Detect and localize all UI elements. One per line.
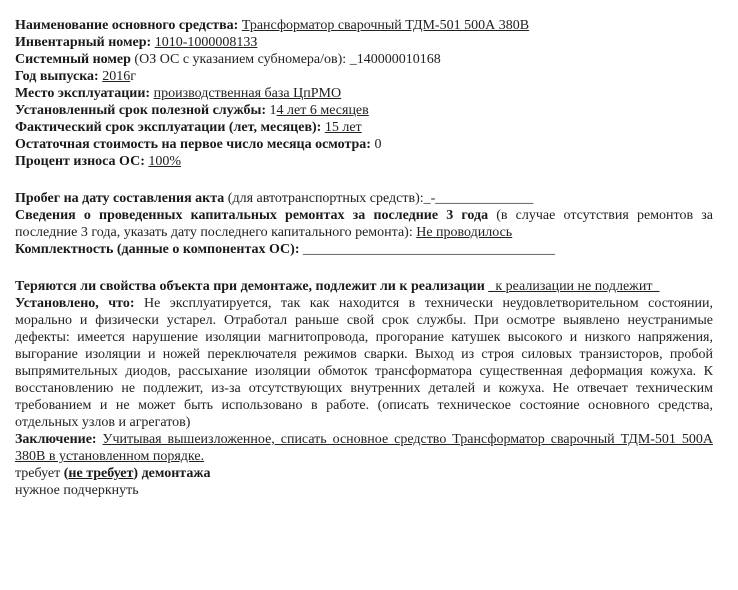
value-mileage: _-______________ [423,191,534,206]
requires-paren-open: ( [63,466,69,481]
hint-system-number: (ОЗ ОС с указанием субномера/ов): [134,52,347,67]
requires-not-required [64,466,138,481]
value-year-suffix: г [130,69,136,84]
field-repairs [15,207,713,241]
field-inventory-number [15,34,713,51]
label-inventory-number: Инвентарный номер: [15,35,152,50]
label-year: Год выпуска: [15,69,99,84]
value-completeness: ____________________________________ [303,242,555,257]
label-dismantle: Теряются ли свойства объекта при демонтаже, подлежит ли к реализации [15,279,485,294]
value-year: 2016 [102,69,131,84]
requires-paren-close: ) [133,466,139,481]
label-repairs: Сведения о проведенных капитальных ремонтах за последние 3 года [15,208,489,223]
label-completeness: Комплектность (данные о компонентах ОС): [15,242,300,257]
field-wear-percent [15,153,713,170]
value-system-number: _140000010168 [349,52,441,67]
field-location [15,85,713,102]
hint-established: (описать техническое состояние основного средства, отдельных узлов и агрегатов) [15,398,714,430]
value-inventory-number: 1010-100000813З [154,35,258,50]
field-dismantling-requirement [15,465,713,482]
label-system-number: Системный номер [15,52,131,67]
requires-bold: демонтажа [141,466,211,481]
label-actual-life: Фактический срок эксплуатации (лет, месяцев): [15,120,322,135]
label-residual-value: Остаточная стоимость на первое число месяца осмотра: [15,137,371,152]
value-useful-life-plain: 1 [269,103,277,118]
field-conclusion [15,431,713,465]
field-system-number [15,51,713,68]
field-year [15,68,713,85]
value-residual-value: 0 [374,137,382,152]
value-useful-life: 4 лет 6 месяцев [276,103,369,118]
value-conclusion: Учитывая вышеизложенное, списать основное средство Трансформатор сварочный ТДМ-501 500А 380В в установленном порядке. [15,432,713,464]
label-mileage: Пробег на дату составления акта [15,191,225,206]
field-established [15,295,713,431]
hint-repairs: (в случае отсутствия ремонтов за последние 3 года, указать дату последнего капитального ремонта): [15,208,714,240]
requires-underlined: не требует [68,466,134,481]
value-wear-percent: 100% [148,154,182,169]
value-asset-name: Трансформатор сварочный ТДМ-501 500А 380В [241,18,530,33]
field-actual-life [15,119,713,136]
value-repairs: Не проводилось [416,225,513,240]
text-established: Не эксплуатируется, так как находится в технически неудовлетворительном состоянии, морально и физически устарел. Отработал раньше свой срок службы. При осмотре выявлено неустранимые дефекты: имеется нарушение изоляции магнитопровода, прогорание катушек высокого и низкого напряжения, выгорание изоляции и ножей переключателя режимов сварки. Выход из строя силовых транзисторов, пробой выпрямительных диодов, рассыхание изоляции обмоток трансформатора существенная деформация кожуха. К восстановлению не подлежит, из-за отсутствующих внутренних деталей и кожуха. Не отвечает техническим требованием и не может быть использовано в работе. [15,296,713,413]
field-mileage [15,190,713,207]
value-location: производственная база ЦпРМО [153,86,342,101]
field-residual-value [15,136,713,153]
label-asset-name: Наименование основного средства: [15,18,239,33]
note-underline-hint: нужное подчеркнуть [15,483,139,498]
field-asset-name [15,17,713,34]
label-location: Место эксплуатации: [15,86,151,101]
hint-mileage: (для автотранспортных средств): [227,191,424,206]
label-established: Установлено, что: [15,296,135,311]
field-completeness [15,241,713,258]
label-wear-percent: Процент износа ОС: [15,154,145,169]
label-conclusion: Заключение: [15,432,97,447]
value-dismantle: _к реализации не подлежит_ [488,279,660,294]
label-useful-life: Установленный срок полезной службы: [15,103,267,118]
field-dismantle [15,278,713,295]
field-useful-life [15,102,713,119]
value-actual-life: 15 лет [324,120,362,135]
requires-plain: требует [15,466,61,481]
